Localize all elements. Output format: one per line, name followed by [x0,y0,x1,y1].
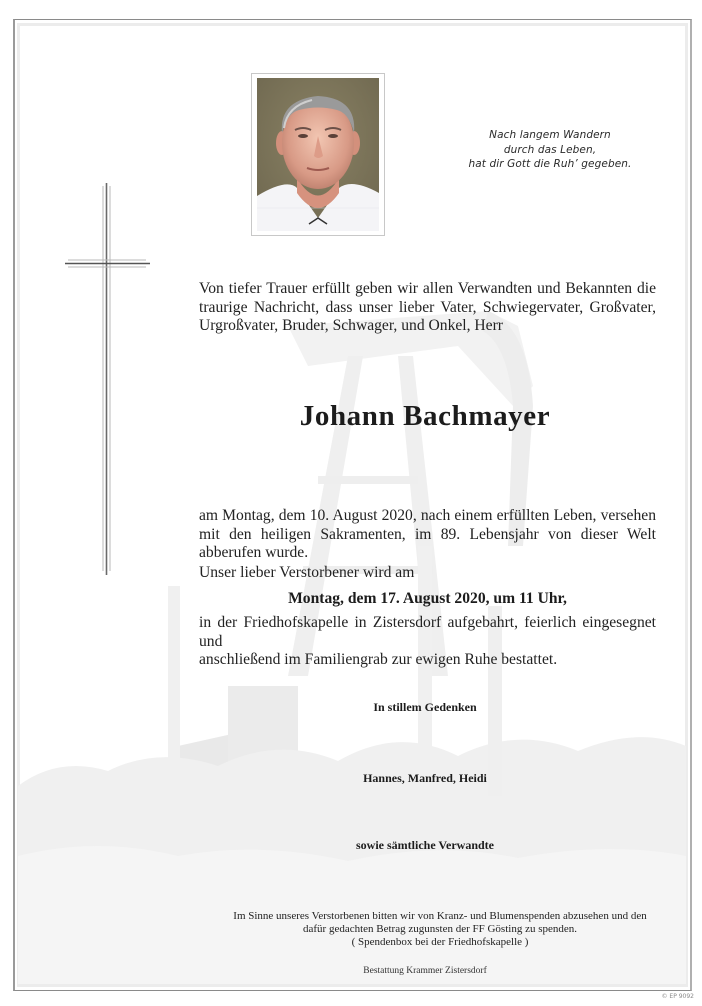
intro-paragraph [199,280,656,336]
donation-request [180,910,700,949]
portrait-photo-icon [257,78,379,231]
quote-line: Nach langem Wandern [489,129,611,141]
memorial-quote [440,128,660,172]
intro-line: Urgroßvater, Bruder, Schwager, und Onkel, Herr [199,317,503,334]
remembrance-heading: In stillem Gedenken [373,700,477,714]
quote-line: hat dir Gott die Ruh’ gegeben. [468,158,632,170]
death-notice-paragraph [199,507,656,563]
relatives-line: sowie sämtliche Verwandte [356,838,494,852]
portrait-photo-frame [251,73,385,236]
portrait-photo [257,78,379,231]
death-notice-line: mit den heiligen Sakramenten, im 89. Lebensjahr von dieser Welt [199,525,656,543]
death-notice-line: am Montag, dem 10. August 2020, nach einem erfüllten Leben, versehen [199,507,656,524]
copyright-code: © EP 9092 [661,993,694,1000]
undertaker: Bestattung Krammer Zistersdorf [363,966,487,976]
funeral-date: Montag, dem 17. August 2020, um 11 Uhr, [288,590,567,607]
donation-line: Im Sinne unseres Verstorbenen bitten wir von Kranz- und Blumenspenden abzusehen und den [233,910,647,922]
intro-line: traurige Nachricht, dass unser lieber Vater, Schwiegervater, Großvater, [199,298,656,316]
intro-line: Von tiefer Trauer erfüllt geben wir allen Verwandten und Bekannten die [199,280,656,297]
donation-line: dafür gedachten Betrag zugunsten der FF Gösting zu spenden. [302,923,577,935]
mourners-names: Hannes, Manfred, Heidi [363,771,487,785]
funeral-lead-text: Unser lieber Verstorbener wird am [199,564,415,581]
funeral-detail-line: anschließend im Familiengrab zur ewigen Ruhe bestattet. [199,651,558,668]
cross-icon [60,178,155,580]
quote-line: durch das Leben, [503,143,597,156]
deceased-name: Johann Bachmayer [299,400,551,432]
funeral-lead [199,564,656,583]
donation-line: ( Spendenbox bei der Friedhofskapelle ) [351,936,529,948]
funeral-details [199,614,656,670]
death-notice-line: abberufen wurde. [199,544,309,561]
funeral-detail-line: in der Friedhofskapelle in Zistersdorf aufgebahrt, feierlich eingesegnet und [199,614,656,650]
